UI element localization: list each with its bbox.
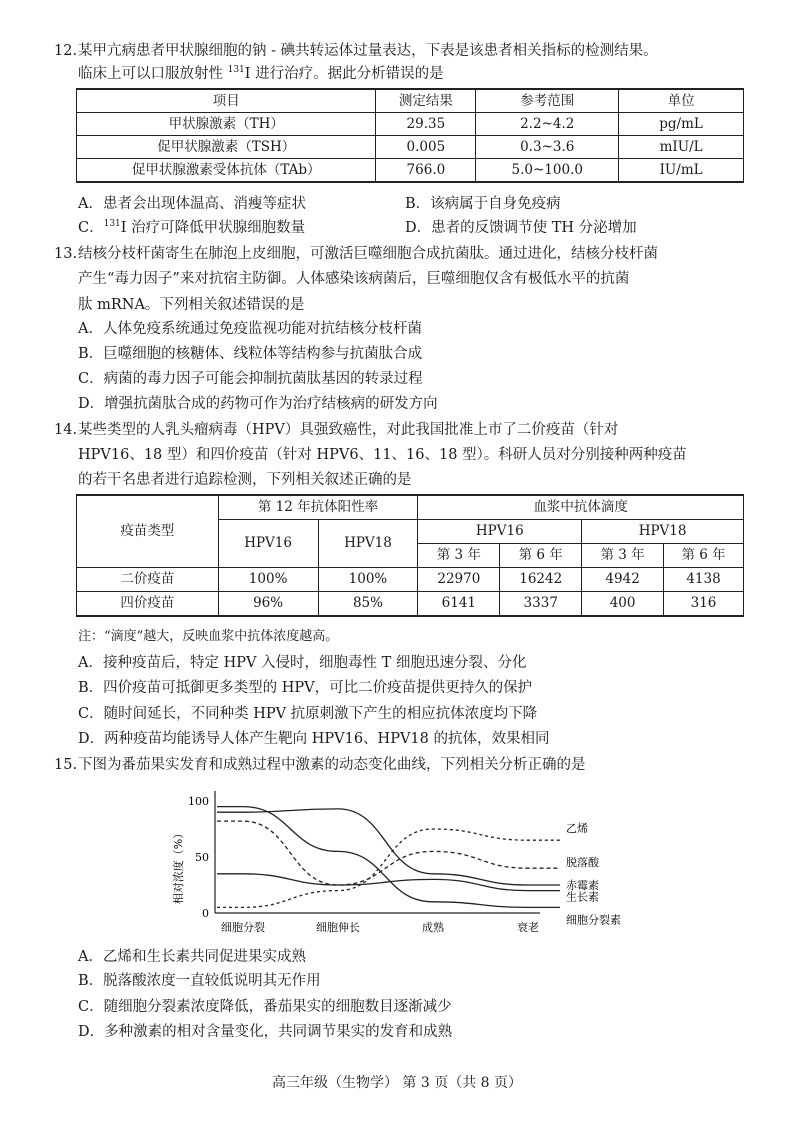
series-line [217,829,560,907]
table-cell: 3337 [500,592,582,617]
question-number: 14. [54,422,78,438]
table-cell: 85% [318,592,418,617]
table-header: 单位 [619,89,744,113]
series-label: 细胞分裂素 [566,913,621,927]
series-line [217,809,560,885]
table-cell: 96% [218,592,318,617]
table-cell: 四价疫苗 [77,592,219,617]
y-axis-label: 相对浓度（%） [172,827,185,905]
option-b[interactable]: B．该病属于自身免疫病 [405,196,561,212]
table-header: HPV16 [418,520,582,544]
table-row [77,113,744,136]
series-layer [217,807,560,908]
hormone-chart [160,786,640,946]
question-stem-line: 某些类型的人乳头瘤病毒（HPV）具强致癌性，对此我国批准上市了二价疫苗（针对 [78,422,619,438]
y-ticks [188,795,209,920]
question-stem-line: 结核分枝杆菌寄生在肺泡上皮细胞，可激活巨噬细胞合成抗菌肽。通过进化，结核分枝杆菌 [78,246,658,262]
q12-table [76,88,744,183]
option-a[interactable]: A．乙烯和生长素共同促进果实成熟 [78,949,306,965]
option-d[interactable]: D．两种疫苗均能诱导人体产生靶向 HPV16、HPV18 的抗体，效果相同 [78,731,550,747]
table-header: HPV18 [582,520,744,544]
table-header: 第 6 年 [500,544,582,568]
x-tick-label: 细胞分裂 [221,921,265,934]
option-a[interactable]: A．接种疫苗后，特定 HPV 入侵时，细胞毒性 T 细胞迅速分裂、分化 [78,655,527,671]
table-cell: 2.2~4.2 [476,113,619,136]
table-cell: IU/mL [619,159,744,183]
option-b[interactable]: B．脱落酸浓度一直较低说明其无作用 [78,973,321,989]
question-stem-line: 的若干名患者进行追踪检测，下列相关叙述正确的是 [78,472,412,488]
x-tick-label: 衰老 [517,921,539,934]
option-c[interactable]: C．病菌的毒力因子可能会抑制抗菌肽基因的转录过程 [78,371,423,387]
table-cell: 二价疫苗 [77,568,219,592]
table-cell: 100% [218,568,318,592]
question-number: 13. [54,246,78,262]
option-c[interactable]: C．$^{131}$I 治疗可降低甲状腺细胞数量 [78,219,306,236]
table-cell: 0.3~3.6 [476,136,619,159]
table-header: 疫苗类型 [77,495,219,568]
q14-table [76,494,744,617]
table-header: 第 3 年 [418,544,500,568]
q14-note: 注：“滴度”越大，反映血浆中抗体浓度越高。 [78,629,339,644]
page-footer: 高三年级（生物学） 第 3 页（共 8 页） [271,1075,523,1091]
series-line [217,874,560,891]
table-cell: 22970 [418,568,500,592]
table-header: HPV16 [218,520,318,568]
table-row [77,159,744,183]
table-header: 血浆中抗体滴度 [418,495,744,520]
series-labels [566,821,621,926]
y-tick-label: 0 [202,907,209,920]
table-cell: 400 [582,592,664,617]
table-header: 参考范围 [476,89,619,113]
table-cell: pg/mL [619,113,744,136]
option-c[interactable]: C．随时间延长，不同种类 HPV 抗原刺激下产生的相应抗体浓度均下降 [78,706,538,722]
y-tick-label: 100 [188,795,209,808]
table-cell: 4138 [664,568,744,592]
table-cell: 甲状腺激素（TH） [77,113,376,136]
y-tick-label: 50 [195,851,209,864]
option-b[interactable]: B．四价疫苗可抵御更多类型的 HPV，可比二价疫苗提供更持久的保护 [78,680,533,696]
x-ticks [221,920,539,934]
x-tick-label: 细胞伸长 [316,921,360,934]
table-cell: 0.005 [376,136,476,159]
option-b[interactable]: B．巨噬细胞的核糖体、线粒体等结构参与抗菌肽合成 [78,346,423,362]
x-tick-label: 成熟 [422,921,444,934]
table-cell: mIU/L [619,136,744,159]
table-cell: 316 [664,592,744,617]
table-cell: 100% [318,568,418,592]
table-header: 项目 [77,89,376,113]
question-stem-line: 肽 mRNA。下列相关叙述错误的是 [78,297,305,313]
table-row [77,568,744,592]
table-cell: 促甲状腺激素受体抗体（TAb） [77,159,376,183]
table-header: 第 6 年 [664,544,744,568]
series-label: 生长素 [566,890,599,904]
table-cell: 4942 [582,568,664,592]
table-row [77,136,744,159]
table-header: 第 3 年 [582,544,664,568]
table-header: 第 12 年抗体阳性率 [218,495,418,520]
question-stem-line: 产生“毒力因子”来对抗宿主防御。人体感染该病菌后，巨噬细胞仅含有极低水平的抗菌 [78,271,630,287]
question-number: 12. [54,43,78,59]
series-label: 乙烯 [566,822,588,836]
table-cell: 促甲状腺激素（TSH） [77,136,376,159]
table-cell: 16242 [500,568,582,592]
option-a[interactable]: A．患者会出现体温高、消瘦等症状 [78,196,306,212]
table-cell: 6141 [418,592,500,617]
question-stem-line: 某甲亢病患者甲状腺细胞的钠 - 碘共转运体过量表达，下表是该患者相关指标的检测结果。 [78,43,658,59]
question-stem-line: 临床上可以口服放射性 $^{131}$I 进行治疗。据此分析错误的是 [78,65,444,82]
option-d[interactable]: D．多种激素的相对含量变化，共同调节果实的发育和成熟 [78,1024,453,1040]
option-c[interactable]: C．随细胞分裂素浓度降低，番茄果实的细胞数目逐渐减少 [78,999,452,1015]
question-stem-line: 下图为番茄果实发育和成熟过程中激素的动态变化曲线，下列相关分析正确的是 [78,757,586,773]
table-cell: 766.0 [376,159,476,183]
table-header: 测定结果 [376,89,476,113]
option-d[interactable]: D．患者的反馈调节使 TH 分泌增加 [405,220,637,236]
series-label: 脱落酸 [566,856,599,870]
series-line [217,807,560,908]
option-a[interactable]: A．人体免疫系统通过免疫监视功能对抗结核分枝杆菌 [78,321,422,337]
question-stem-line: HPV16、18 型）和四价疫苗（针对 HPV6、11、16、18 型）。科研人员对分别接种两种疫苗 [78,447,687,463]
table-cell: 5.0~100.0 [476,159,619,183]
series-label: 赤霉素 [566,879,599,892]
table-header: HPV18 [318,520,418,568]
question-number: 15. [54,757,78,773]
table-row [77,592,744,617]
table-cell: 29.35 [376,113,476,136]
option-d[interactable]: D．增强抗菌肽合成的药物可作为治疗结核病的研发方向 [78,396,438,412]
